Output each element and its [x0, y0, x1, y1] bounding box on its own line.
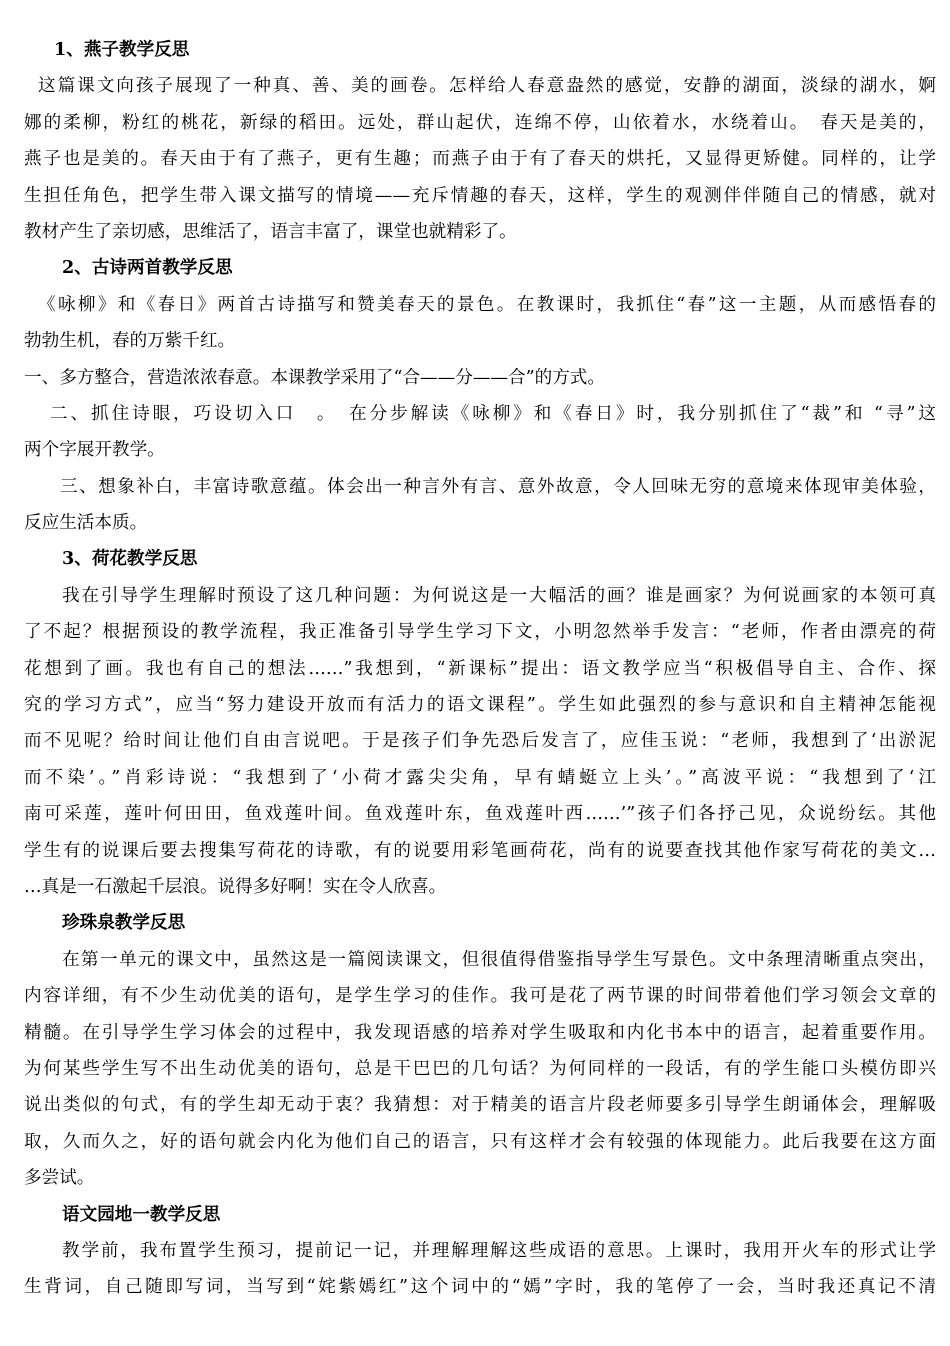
- text-line: [24, 1124, 936, 1160]
- text-line: [24, 578, 936, 614]
- line-text: 而不染’。”肖彩诗说：“我想到了‘小荷才露尖尖角，早有蜻蜓立上头’。”高波平说：“我想到了‘江: [24, 767, 936, 788]
- line-text: 燕子也是美的。春天由于有了燕子，更有生趣；而燕子由于有了春天的烘托，又显得更矫健。同样的，让学: [24, 149, 936, 170]
- line-text: 二、抓住诗眼，巧设切入口 。 在分步解读《咏柳》和《春日》时，我分别抓住了“裁”和 “寻”这: [50, 403, 936, 424]
- line-text: 一、多方整合，营造浓浓春意。本课教学采用了“合——分——合”的方式。: [24, 367, 605, 388]
- text-line: [24, 178, 936, 214]
- line-text: 娜的柔柳，粉红的桃花，新绿的稻田。远处，群山起伏，连绵不停，山依着水，水绕着山。 春天是美的，: [24, 112, 936, 133]
- text-line: [24, 105, 936, 141]
- text-line: [24, 287, 936, 323]
- text-line: [24, 1269, 936, 1305]
- section-heading: [24, 32, 936, 68]
- text-line: [24, 68, 936, 104]
- text-line: [24, 1087, 936, 1123]
- document-page: [24, 32, 936, 1306]
- line-text: 而不见呢？给时间让他们自由言说吧。于是孩子们争先恐后发言了，应佳玉说：“老师，我想到了‘出淤泥: [24, 731, 936, 752]
- line-text: 南可采莲，莲叶何田田，鱼戏莲叶间。鱼戏莲叶东，鱼戏莲叶西……’”孩子们各抒己见，众说纷纭。其他: [24, 804, 936, 825]
- text-line: [24, 1233, 936, 1269]
- text-line: [24, 396, 936, 432]
- line-text: 内容详细，有不少生动优美的语句，是学生学习的佳作。我可是花了两节课的时间带着他们学习领会文章的: [24, 986, 936, 1007]
- line-text: 取，久而久之，好的语句就会内化为他们自己的语言，只有这样才会有较强的体现能力。此后我要在这方面: [24, 1131, 936, 1152]
- line-text: 我在引导学生理解时预设了这几种问题：为何说这是一大幅活的画？谁是画家？为何说画家的本领可真: [62, 585, 936, 606]
- line-text: 在第一单元的课文中，虽然这是一篇阅读课文，但很值得借鉴指导学生写景色。文中条理清晰重点突出，: [62, 949, 936, 970]
- text-line: [24, 469, 936, 505]
- text-line: [24, 723, 936, 759]
- text-line: [24, 1015, 936, 1051]
- line-text: 教材产生了亲切感，思维活了，语言丰富了，课堂也就精彩了。: [24, 221, 517, 242]
- line-text: 说出类似的句式，有的学生却无动于衷？我猜想：对于精美的语言片段老师要多引导学生朗诵体会，理解吸: [24, 1095, 936, 1116]
- line-text: 1、燕子教学反思: [54, 39, 190, 60]
- section-heading: [24, 541, 936, 577]
- text-line: [24, 869, 936, 905]
- line-text: 生背词，自己随即写词，当写到“姹紫嫣红”这个词中的“嫣”字时，我的笔停了一会，当时我还真记不清: [24, 1277, 936, 1298]
- section-heading: [24, 905, 936, 941]
- line-text: 三、想象补白，丰富诗歌意蕴。体会出一种言外有言、意外故意，令人回味无穷的意境来体现审美体验，: [60, 476, 936, 497]
- line-text: 这篇课文向孩子展现了一种真、善、美的画卷。怎样给人春意盎然的感觉，安静的湖面，淡绿的湖水，婀: [38, 76, 936, 97]
- line-text: 为何某些学生写不出生动优美的语句，总是干巴巴的几句话？为何同样的一段话，有的学生能口头模仿即兴: [24, 1058, 936, 1079]
- text-line: [24, 978, 936, 1014]
- text-line: [24, 796, 936, 832]
- line-text: 花想到了画。我也有自己的想法……”我想到，“新课标”提出：语文教学应当“积极倡导自主、合作、探: [24, 658, 936, 679]
- line-text: 珍珠泉教学反思: [62, 912, 186, 934]
- line-text: 勃勃生机，春的万紫千红。: [24, 331, 236, 352]
- text-line: [24, 214, 936, 250]
- line-text: 3、荷花教学反思: [62, 548, 198, 570]
- line-text: 了不起？根据预设的教学流程，我正准备引导学生学习下文，小明忽然举手发言：“老师，作者由漂亮的荷: [24, 622, 936, 643]
- text-line: [24, 323, 936, 359]
- line-text: 两个字展开教学。: [24, 440, 165, 461]
- text-line: [24, 141, 936, 177]
- text-line: [24, 687, 936, 723]
- text-line: [24, 432, 936, 468]
- text-line: [24, 1160, 936, 1196]
- text-line: [24, 505, 936, 541]
- section-heading: [24, 1197, 936, 1233]
- text-line: [24, 833, 936, 869]
- line-text: 学生有的说课后要去搜集写荷花的诗歌，有的说要用彩笔画荷花，尚有的说要查找其他作家写荷花的美文…: [24, 840, 936, 861]
- text-line: [24, 651, 936, 687]
- line-text: 精髓。在引导学生学习体会的过程中，我发现语感的培养对学生吸取和内化书本中的语言，起着重要作用。: [24, 1022, 936, 1043]
- text-line: [24, 614, 936, 650]
- text-line: [24, 942, 936, 978]
- text-line: [24, 760, 936, 796]
- text-line: [24, 1051, 936, 1087]
- text-line: [24, 360, 936, 396]
- line-text: 生担任角色，把学生带入课文描写的情境——充斥情趣的春天，这样，学生的观测伴伴随自己的情感，就对: [24, 185, 936, 206]
- line-text: 语文园地一教学反思: [62, 1203, 221, 1225]
- line-text: 教学前，我布置学生预习，提前记一记，并理解理解这些成语的意思。上课时，我用开火车的形式让学: [62, 1240, 936, 1261]
- line-text: 2、古诗两首教学反思: [62, 257, 233, 279]
- section-heading: [24, 250, 936, 286]
- line-text: 反应生活本质。: [24, 513, 148, 534]
- line-text: 究的学习方式”，应当“努力建设开放而有活力的语文课程”。学生如此强烈的参与意识和自主精神怎能视: [24, 695, 936, 716]
- line-text: …真是一石激起千层浪。说得多好啊！实在令人欣喜。: [24, 876, 447, 897]
- line-text: 多尝试。: [24, 1168, 95, 1189]
- line-text: 《咏柳》和《春日》两首古诗描写和赞美春天的景色。在教课时，我抓住“春”这一主题，从而感悟春的: [38, 294, 936, 315]
